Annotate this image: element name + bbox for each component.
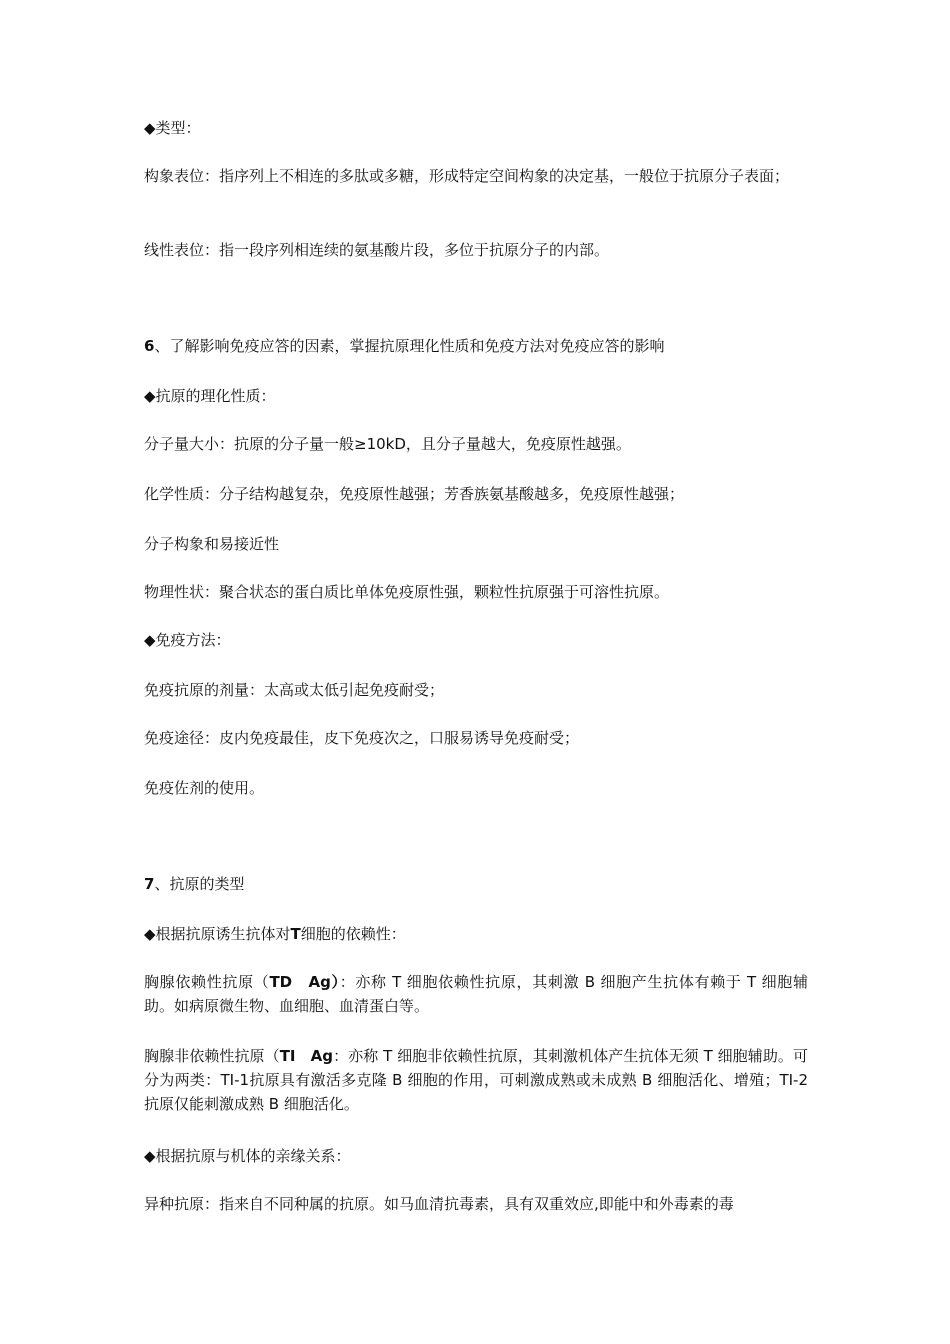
dose-paragraph: 免疫抗原的剂量：太高或太低引起免疫耐受； bbox=[144, 681, 445, 699]
conformational-epitope-paragraph: 构象表位：指序列上不相连的多肽或多糖，形成特定空间构象的决定基，一般位于抗原分子表面； bbox=[144, 167, 790, 185]
section-7-heading bbox=[144, 872, 808, 896]
ti-antigen-abbr: TI Ag bbox=[279, 1047, 334, 1065]
section-6-number: 6 bbox=[144, 337, 155, 355]
molweight-paragraph: 分子量大小：抗原的分子量一般≥10kD，且分子量越大，免疫原性越强。 bbox=[144, 435, 631, 453]
adjuvant-paragraph: 免疫佐剂的使用。 bbox=[144, 779, 265, 797]
section-7-number: 7 bbox=[144, 875, 155, 893]
td-antigen-prefix: 胸腺依赖性抗原（ bbox=[144, 973, 270, 991]
tcell-heading-T: T bbox=[290, 925, 301, 943]
kinship-heading: ◆根据抗原与机体的亲缘关系： bbox=[144, 1147, 351, 1165]
ti-antigen-body: ：亦称 T 细胞非依赖性抗原，其刺激机体产生抗体无须 T 细胞辅助。可分为两类：TI-1抗原具有激活多克隆 B 细胞的作用，可刺激成熟或未成熟 B 细胞活化、增殖；TI-2抗原仅能刺激成熟 B 细胞活化。 bbox=[144, 1047, 808, 1113]
section-6-title: 、了解影响免疫应答的因素，掌握抗原理化性质和免疫方法对免疫应答的影响 bbox=[154, 337, 665, 355]
td-antigen-abbr: TD Ag） bbox=[269, 973, 340, 991]
physchem-heading: ◆抗原的理化性质： bbox=[144, 387, 276, 405]
chemical-paragraph: 化学性质：分子结构越复杂，免疫原性越强；芳香族氨基酸越多，免疫原性越强； bbox=[144, 485, 685, 503]
section-6-heading bbox=[144, 334, 808, 358]
section-7-title: 、抗原的类型 bbox=[154, 875, 245, 893]
tcell-heading-text-post: 细胞的依赖性： bbox=[300, 925, 406, 943]
method-heading: ◆免疫方法： bbox=[144, 631, 231, 649]
physical-paragraph: 物理性状：聚合状态的蛋白质比单体免疫原性强，颗粒性抗原强于可溶性抗原。 bbox=[144, 583, 670, 601]
type-heading: ◆类型： bbox=[144, 119, 201, 137]
tcell-dependence-heading bbox=[144, 922, 808, 946]
xenoantigen-paragraph: 异种抗原：指来自不同种属的抗原。如马血清抗毒素，具有双重效应,即能中和外毒素的毒 bbox=[144, 1195, 734, 1213]
ti-antigen-prefix: 胸腺非依赖性抗原（ bbox=[144, 1047, 280, 1065]
route-paragraph: 免疫途径：皮内免疫最佳，皮下免疫次之，口服易诱导免疫耐受； bbox=[144, 729, 580, 747]
conformation-paragraph: 分子构象和易接近性 bbox=[144, 535, 280, 553]
linear-epitope-paragraph: 线性表位：指一段序列相连续的氨基酸片段，多位于抗原分子的内部。 bbox=[144, 241, 610, 259]
td-antigen-paragraph bbox=[144, 970, 808, 1018]
tcell-heading-text: ◆根据抗原诱生抗体对 bbox=[144, 925, 291, 943]
td-antigen-body: ：亦称 T 细胞依赖性抗原，其刺激 B 细胞产生抗体有赖于 T 细胞辅助。如病原微生物、血细胞、血清蛋白等。 bbox=[144, 973, 808, 1015]
ti-antigen-paragraph bbox=[144, 1044, 808, 1116]
